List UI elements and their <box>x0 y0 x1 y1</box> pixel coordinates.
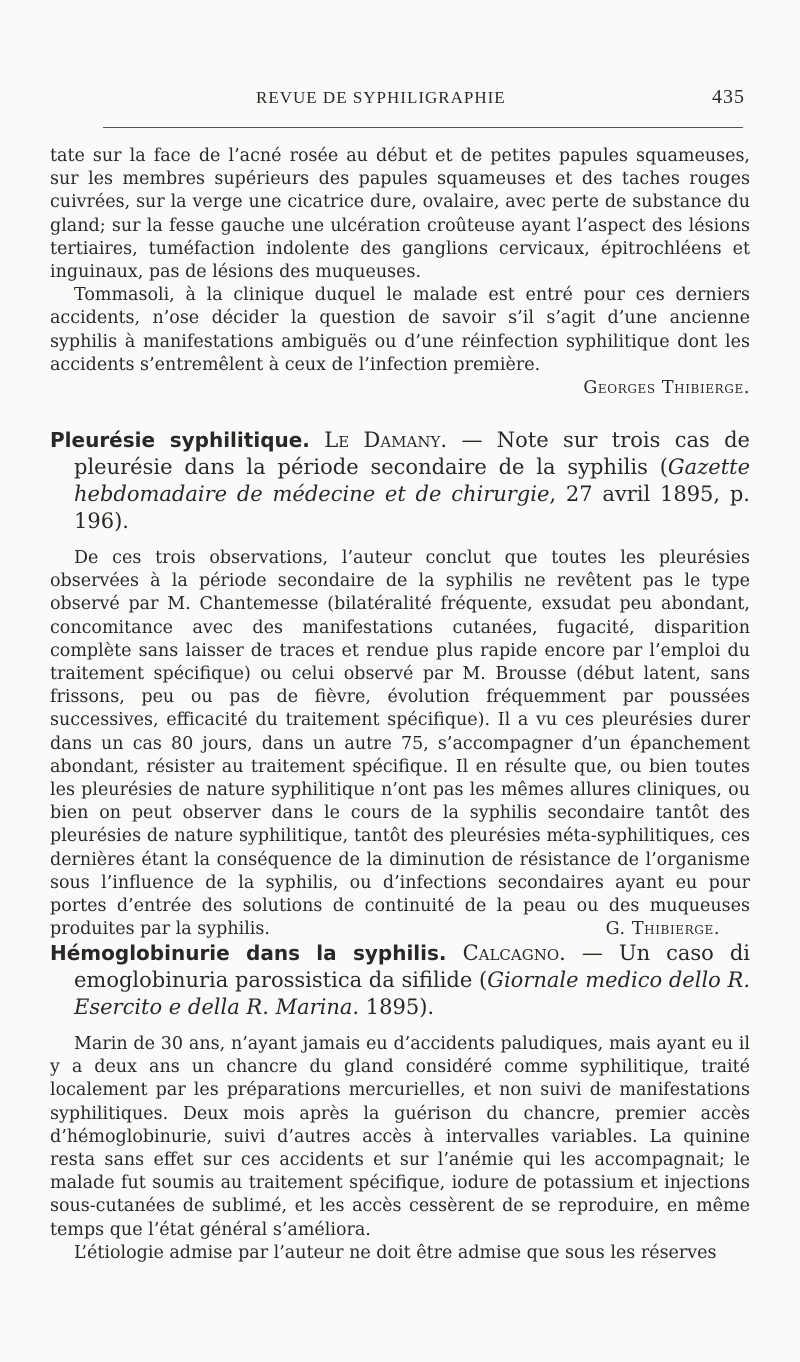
article-journal: Giornale medico dello R. Esercito e della R. Marina. <box>74 968 751 1019</box>
article-title: — Un caso di emoglobinuria parossistica da sifilide ( <box>74 941 750 992</box>
article-journal: Gazette hebdomadaire de médecine et de chirurgie <box>74 455 750 506</box>
article-heading <box>50 940 750 1021</box>
article-citation: 1895). <box>359 995 435 1019</box>
header-rule <box>103 127 743 128</box>
article-pleuresie <box>50 427 750 941</box>
continuation-paragraph-1: tate sur la face de l’acné rosée au début et de petites papules squameuses, sur les membres supérieurs des papules squameuses et des taches rouges cuivrées, sur la verge une cicatrice dure, ovalaire, avec perte de substance du gland; sur la fesse gauche une ulcération croûteuse ayant l’aspect des lésions tertiaires, tuméfaction indolente des ganglions cervicaux, épitrochléens et inguinaux, pas de lésions des muqueuses. <box>50 146 750 283</box>
article-body <box>50 547 750 941</box>
continuation-paragraph-2: Tommasoli, à la clinique duquel le malade est entré pour ces derniers accidents, n’ose décider la question de savoir s’il s’agit d’une ancienne syphilis à manifestations ambiguës ou d’une réinfection syphilitique dont les accidents s’entremêlent à ceux de l’infection première. <box>50 285 750 375</box>
article-author: Le Damany. <box>324 428 448 452</box>
continuation-block <box>50 145 750 400</box>
article-keyword: Hémoglobinurie dans la syphilis. <box>50 941 447 965</box>
article-body-text: De ces trois observations, l’auteur conclut que toutes les pleurésies observées à la période secondaire de la syphilis ne revêtent pas le type observé par M. Chantemesse (bilatéralité fréquente, exsudat peu abondant, concomitance avec des manifestations cutanées, fugacité, disparition complète sans laisser de traces et rendue plus rapide encore par l’emploi du traitement spécifique) ou celui observé par M. Brousse (début latent, sans frissons, peu ou pas de fièvre, évolution fréquemment par poussées successives, efficacité du traitement spécifique). Il a vu ces pleurésies durer dans un cas 80 jours, dans un autre 75, s’accompagner d’un épanchement abondant, résister au traitement spécifique. Il en résulte que, ou bien toutes les pleurésies de nature syphilitique n’ont pas les mêmes allures cliniques, ou bien on peut observer dans le cours de la syphilis secondaire tantôt des pleurésies de nature syphilitique, tantôt des pleurésies méta-syphilitiques, ces dernières étant la conséquence de la diminution de résistance de l’organisme sous l’influence de la syphilis, ou d’infections secondaires ayant eu pour portes d’entrée des solutions de continuité de la peau ou des muqueuses produites par la syphilis. <box>50 548 750 940</box>
article-title: — Note sur trois cas de pleurésie dans la période secondaire de la syphilis ( <box>74 428 750 479</box>
article-heading <box>50 427 750 535</box>
article-hemoglobinurie <box>50 940 750 1265</box>
running-header <box>50 80 750 112</box>
page <box>50 80 751 1263</box>
page-number: 435 <box>712 86 745 108</box>
article-signature: G. Thibierge. <box>605 919 720 940</box>
article-body-paragraph-1: Marin de 30 ans, n’ayant jamais eu d’accidents paludiques, mais ayant eu il y a deux ans un chancre du gland considéré comme syphilitique, traité localement par les préparations mercurielles, et non suivi de manifestations syphilitiques. Deux mois après la guérison du chancre, premier accès d’hémoglobinurie, suivi d’autres accès à intervalles variables. La quinine resta sans effet sur ces accidents et sur l’anémie qui les accompagnait; le malade fut soumis au traitement spécifique, iodure de potassium et injections sous-cutanées de sublimé, et les accès cessèrent de se reproduire, en même temps que l’état général s’améliora. <box>50 1034 750 1240</box>
article-citation: , 27 avril 1895, p. 196). <box>74 482 750 533</box>
article-author: Calcagno. <box>462 941 566 965</box>
article-body-paragraph-2: L’étiologie admise par l’auteur ne doit être admise que sous les réserves <box>74 1242 717 1263</box>
continuation-signature: Georges Thibierge. <box>583 378 750 399</box>
article-keyword: Pleurésie syphilitique. <box>50 428 310 452</box>
running-title: REVUE DE SYPHILIGRAPHIE <box>256 88 506 107</box>
